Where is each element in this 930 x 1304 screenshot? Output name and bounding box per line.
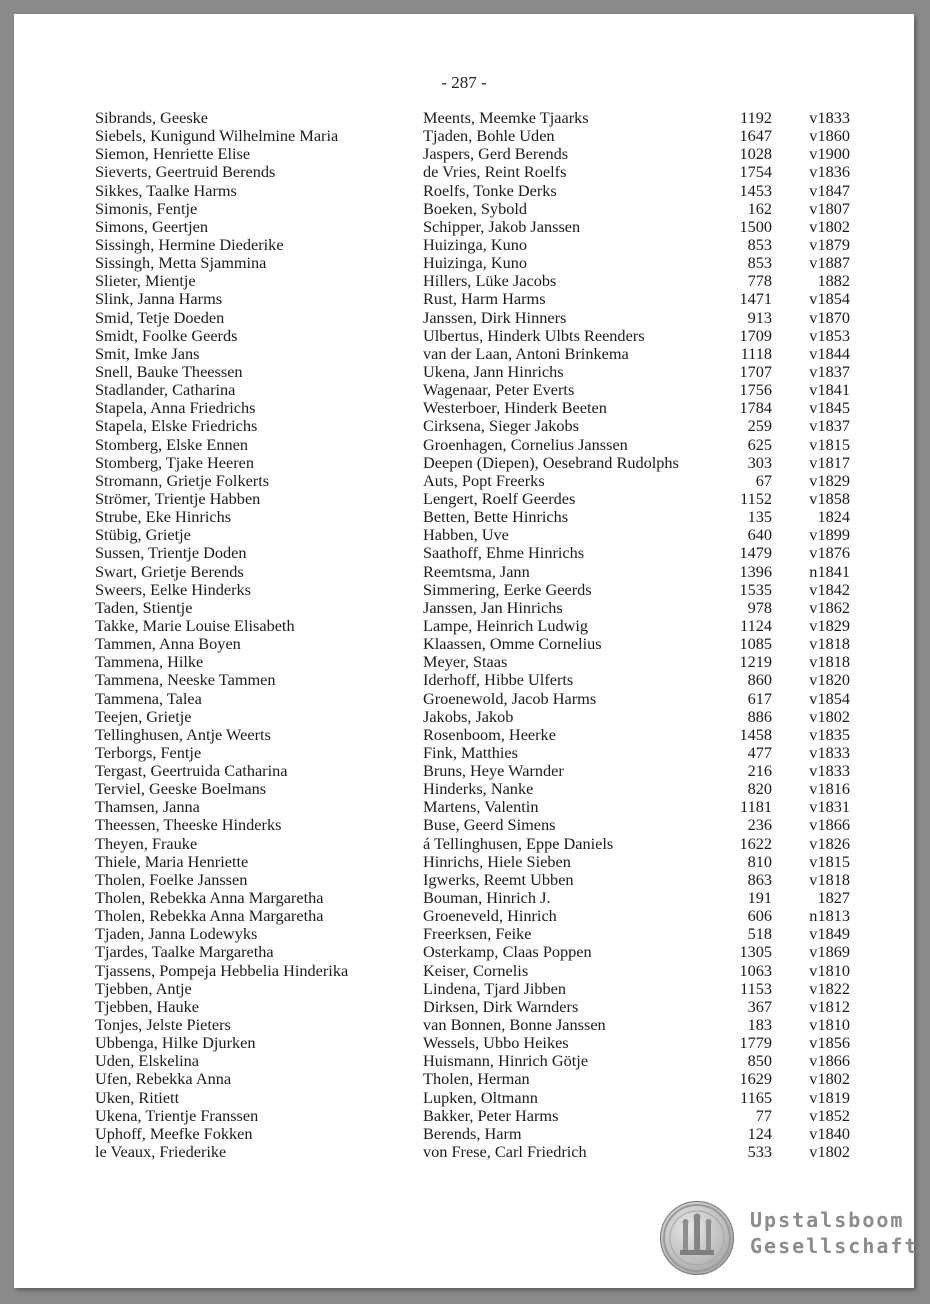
name-cell: Uphoff, Meefke Fokken — [95, 1123, 253, 1143]
spouse-cell: Tjaden, Bohle Uden — [423, 126, 555, 146]
table-row — [14, 163, 914, 181]
year-cell: v1812 — [809, 996, 850, 1016]
table-row — [14, 417, 914, 435]
spouse-cell: Lampe, Heinrich Ludwig — [423, 615, 589, 635]
spouse-cell: Simmering, Eerke Geerds — [423, 579, 592, 599]
year-cell: v1844 — [809, 343, 850, 363]
name-cell: Sissingh, Metta Sjammina — [95, 253, 267, 273]
spouse-cell: Jakobs, Jakob — [423, 706, 514, 726]
year-cell: v1833 — [809, 108, 850, 127]
year-cell: v1858 — [809, 488, 850, 508]
table-row — [14, 472, 914, 490]
table-row — [14, 436, 914, 454]
number-cell: 1152 — [740, 488, 772, 508]
year-cell: v1829 — [809, 615, 850, 635]
table-row — [14, 363, 914, 381]
year-cell: v1836 — [809, 162, 850, 182]
year-cell: v1802 — [809, 1069, 850, 1089]
name-cell: Tammena, Talea — [95, 688, 202, 708]
spouse-cell: Fink, Matthies — [423, 742, 518, 762]
number-cell: 367 — [747, 996, 772, 1016]
number-cell: 191 — [747, 888, 772, 908]
year-cell: v1853 — [809, 325, 850, 345]
table-row — [14, 200, 914, 218]
name-cell: Tergast, Geertruida Catharina — [95, 761, 288, 781]
number-cell: 810 — [747, 851, 772, 871]
number-cell: 183 — [747, 1015, 772, 1035]
table-row — [14, 635, 914, 653]
name-cell: Sweers, Eelke Hinderks — [95, 579, 251, 599]
table-row — [14, 726, 914, 744]
year-cell: v1866 — [809, 815, 850, 835]
table-row — [14, 925, 914, 943]
table-row — [14, 345, 914, 363]
spouse-cell: Groenewold, Jacob Harms — [423, 688, 597, 708]
year-cell: v1815 — [809, 851, 850, 871]
table-row — [14, 309, 914, 327]
name-cell: Takke, Marie Louise Elisabeth — [95, 615, 295, 635]
number-cell: 1219 — [739, 652, 772, 672]
table-row — [14, 744, 914, 762]
name-cell: Strömer, Trientje Habben — [95, 488, 261, 508]
year-cell: v1870 — [809, 307, 850, 327]
name-cell: Simons, Geertjen — [95, 216, 209, 236]
entry-list — [14, 109, 914, 1161]
spouse-cell: Janssen, Jan Hinrichs — [423, 597, 563, 617]
name-cell: Thamsen, Janna — [95, 797, 200, 817]
table-row — [14, 254, 914, 272]
spouse-cell: Lengert, Roelf Geerdes — [423, 488, 576, 508]
spouse-cell: Bruns, Heye Warnder — [423, 761, 564, 781]
table-row — [14, 526, 914, 544]
name-cell: Sissingh, Hermine Diederike — [95, 234, 284, 254]
year-cell: v1818 — [809, 652, 850, 672]
name-cell: Tholen, Foelke Janssen — [95, 869, 248, 889]
table-row — [14, 236, 914, 254]
table-row — [14, 1016, 914, 1034]
spouse-cell: Bakker, Peter Harms — [423, 1105, 559, 1125]
number-cell: 1124 — [740, 615, 772, 635]
spouse-cell: van der Laan, Antoni Brinkema — [423, 343, 629, 363]
name-cell: Stadlander, Catharina — [95, 380, 236, 400]
year-cell: v1831 — [809, 797, 850, 817]
number-cell: 1305 — [739, 942, 772, 962]
year-cell: v1833 — [809, 742, 850, 762]
year-cell: v1879 — [809, 234, 850, 254]
number-cell: 1629 — [739, 1069, 772, 1089]
spouse-cell: Berends, Harm — [423, 1123, 522, 1143]
table-row — [14, 671, 914, 689]
number-cell: 1063 — [739, 960, 772, 980]
name-cell: Tholen, Rebekka Anna Margaretha — [95, 888, 324, 908]
name-cell: Stübig, Grietje — [95, 525, 191, 545]
name-cell: Tjardes, Taalke Margaretha — [95, 942, 274, 962]
number-cell: 303 — [747, 452, 772, 472]
number-cell: 1754 — [739, 162, 772, 182]
year-cell: v1818 — [809, 634, 850, 654]
year-cell: v1842 — [809, 579, 850, 599]
number-cell: 1085 — [739, 634, 772, 654]
spouse-cell: Igwerks, Reemt Ubben — [423, 869, 574, 889]
name-cell: Tammen, Anna Boyen — [95, 634, 241, 654]
table-row — [14, 980, 914, 998]
number-cell: 640 — [747, 525, 772, 545]
table-row — [14, 1107, 914, 1125]
table-row — [14, 835, 914, 853]
year-cell: v1847 — [809, 180, 850, 200]
name-cell: Ufen, Rebekka Anna — [95, 1069, 232, 1089]
year-cell: v1876 — [809, 543, 850, 563]
table-row — [14, 1052, 914, 1070]
table-row — [14, 127, 914, 145]
name-cell: Uken, Ritiett — [95, 1087, 180, 1107]
table-row — [14, 109, 914, 127]
year-cell: v1810 — [809, 1015, 850, 1035]
name-cell: Theyen, Frauke — [95, 833, 198, 853]
spouse-cell: Huizinga, Kuno — [423, 253, 527, 273]
spouse-cell: Buse, Geerd Simens — [423, 815, 556, 835]
year-cell: v1810 — [809, 960, 850, 980]
number-cell: 853 — [747, 234, 772, 254]
name-cell: Thiele, Maria Henriette — [95, 851, 249, 871]
year-cell: v1887 — [809, 253, 850, 273]
number-cell: 853 — [747, 253, 772, 273]
number-cell: 863 — [747, 869, 772, 889]
number-cell: 820 — [747, 779, 772, 799]
spouse-cell: Meyer, Staas — [423, 652, 508, 672]
name-cell: Taden, Stientje — [95, 597, 193, 617]
year-cell: v1852 — [809, 1105, 850, 1125]
logo-line-1: Upstalsboom — [750, 1208, 905, 1232]
spouse-cell: Auts, Popt Freerks — [423, 470, 545, 490]
spouse-cell: Wagenaar, Peter Everts — [423, 380, 575, 400]
spouse-cell: Ukena, Jann Hinrichs — [423, 361, 564, 381]
number-cell: 1192 — [740, 108, 772, 127]
table-row — [14, 1034, 914, 1052]
year-cell: v1818 — [809, 869, 850, 889]
spouse-cell: Cirksena, Sieger Jakobs — [423, 416, 579, 436]
name-cell: Stapela, Elske Friedrichs — [95, 416, 258, 436]
table-row — [14, 490, 914, 508]
table-row — [14, 889, 914, 907]
spouse-cell: Hinrichs, Hiele Sieben — [423, 851, 571, 871]
number-cell: 860 — [747, 670, 772, 690]
year-cell: v1869 — [809, 942, 850, 962]
spouse-cell: Boeken, Sybold — [423, 198, 528, 218]
name-cell: Snell, Bauke Theessen — [95, 361, 243, 381]
spouse-cell: Tholen, Herman — [423, 1069, 530, 1089]
number-cell: 850 — [747, 1051, 772, 1071]
year-cell: v1837 — [809, 416, 850, 436]
number-cell: 1453 — [739, 180, 772, 200]
name-cell: Stomberg, Tjake Heeren — [95, 452, 254, 472]
name-cell: le Veaux, Friederike — [95, 1142, 227, 1162]
number-cell: 1707 — [739, 361, 772, 381]
number-cell: 162 — [747, 198, 772, 218]
name-cell: Tjebben, Antje — [95, 978, 192, 998]
spouse-cell: Klaassen, Omme Cornelius — [423, 634, 602, 654]
year-cell: v1854 — [809, 289, 850, 309]
name-cell: Siemon, Henriette Elise — [95, 144, 251, 164]
spouse-cell: Lupken, Oltmann — [423, 1087, 538, 1107]
spouse-cell: Huizinga, Kuno — [423, 234, 527, 254]
year-cell: v1845 — [809, 398, 850, 418]
number-cell: 124 — [747, 1123, 772, 1143]
number-cell: 978 — [747, 597, 772, 617]
name-cell: Stapela, Anna Friedrichs — [95, 398, 256, 418]
spouse-cell: Martens, Valentin — [423, 797, 539, 817]
number-cell: 1479 — [739, 543, 772, 563]
name-cell: Smid, Tetje Doeden — [95, 307, 225, 327]
page-number: - 287 - — [441, 73, 487, 92]
name-cell: Smidt, Foolke Geerds — [95, 325, 238, 345]
table-row — [14, 780, 914, 798]
table-row — [14, 1070, 914, 1088]
name-cell: Simonis, Fentje — [95, 198, 198, 218]
name-cell: Stomberg, Elske Ennen — [95, 434, 248, 454]
number-cell: 1535 — [739, 579, 772, 599]
number-cell: 259 — [747, 416, 772, 436]
name-cell: Terviel, Geeske Boelmans — [95, 779, 267, 799]
number-cell: 1118 — [740, 343, 772, 363]
society-logo — [658, 1199, 919, 1275]
year-cell: 1827 — [817, 888, 850, 908]
spouse-cell: Groenhagen, Cornelius Janssen — [423, 434, 628, 454]
spouse-cell: Wessels, Ubbo Heikes — [423, 1033, 569, 1053]
table-row — [14, 182, 914, 200]
year-cell: v1837 — [809, 361, 850, 381]
spouse-cell: Ulbertus, Hinderk Ulbts Reenders — [423, 325, 645, 345]
spouse-cell: Janssen, Dirk Hinners — [423, 307, 567, 327]
table-row — [14, 762, 914, 780]
year-cell: v1900 — [809, 144, 850, 164]
name-cell: Swart, Grietje Berends — [95, 561, 244, 581]
spouse-cell: Dirksen, Dirk Warnders — [423, 996, 579, 1016]
table-row — [14, 708, 914, 726]
year-cell: v1822 — [809, 978, 850, 998]
year-cell: v1833 — [809, 761, 850, 781]
table-row — [14, 798, 914, 816]
number-cell: 1756 — [739, 380, 772, 400]
year-cell: v1815 — [809, 434, 850, 454]
year-cell: n1841 — [809, 561, 850, 581]
number-cell: 886 — [747, 706, 772, 726]
year-cell: v1807 — [809, 198, 850, 218]
table-row — [14, 853, 914, 871]
year-cell: v1802 — [809, 706, 850, 726]
year-cell: 1882 — [817, 271, 850, 291]
table-row — [14, 290, 914, 308]
table-row — [14, 816, 914, 834]
spouse-cell: Deepen (Diepen), Oesebrand Rudolphs — [423, 452, 679, 472]
spouse-cell: Osterkamp, Claas Poppen — [423, 942, 592, 962]
spouse-cell: Betten, Bette Hinrichs — [423, 507, 569, 527]
number-cell: 1779 — [739, 1033, 772, 1053]
table-row — [14, 998, 914, 1016]
number-cell: 135 — [747, 507, 772, 527]
number-cell: 1153 — [740, 978, 772, 998]
table-row — [14, 907, 914, 925]
table-row — [14, 327, 914, 345]
number-cell: 1471 — [739, 289, 772, 309]
number-cell: 1709 — [739, 325, 772, 345]
name-cell: Sikkes, Taalke Harms — [95, 180, 237, 200]
number-cell: 617 — [747, 688, 772, 708]
number-cell: 778 — [747, 271, 772, 291]
name-cell: Tonjes, Jelste Pieters — [95, 1015, 231, 1035]
table-row — [14, 653, 914, 671]
year-cell: v1854 — [809, 688, 850, 708]
table-row — [14, 690, 914, 708]
name-cell: Stromann, Grietje Folkerts — [95, 470, 270, 490]
name-cell: Strube, Eke Hinrichs — [95, 507, 232, 527]
name-cell: Tholen, Rebekka Anna Margaretha — [95, 906, 324, 926]
spouse-cell: Iderhoff, Hibbe Ulferts — [423, 670, 574, 690]
table-row — [14, 399, 914, 417]
spouse-cell: von Frese, Carl Friedrich — [423, 1142, 587, 1162]
year-cell: v1826 — [809, 833, 850, 853]
spouse-cell: Huismann, Hinrich Götje — [423, 1051, 589, 1071]
name-cell: Tellinghusen, Antje Weerts — [95, 724, 271, 744]
number-cell: 606 — [747, 906, 772, 926]
spouse-cell: Saathoff, Ehme Hinrichs — [423, 543, 585, 563]
spouse-cell: Lindena, Tjard Jibben — [423, 978, 567, 998]
spouse-cell: van Bonnen, Bonne Janssen — [423, 1015, 606, 1035]
name-cell: Theessen, Theeske Hinderks — [95, 815, 282, 835]
number-cell: 1458 — [739, 724, 772, 744]
year-cell: v1841 — [809, 380, 850, 400]
number-cell: 1647 — [739, 126, 772, 146]
spouse-cell: Meents, Meemke Tjaarks — [423, 108, 589, 127]
name-cell: Slieter, Mientje — [95, 271, 196, 291]
name-cell: Uden, Elskelina — [95, 1051, 199, 1071]
name-cell: Terborgs, Fentje — [95, 742, 202, 762]
table-row — [14, 599, 914, 617]
seal-icon — [660, 1201, 734, 1275]
name-cell: Sieverts, Geertruid Berends — [95, 162, 276, 182]
number-cell: 1500 — [739, 216, 772, 236]
table-row — [14, 563, 914, 581]
table-row — [14, 581, 914, 599]
year-cell: v1802 — [809, 216, 850, 236]
year-cell: v1856 — [809, 1033, 850, 1053]
year-cell: v1829 — [809, 470, 850, 490]
number-cell: 1165 — [740, 1087, 772, 1107]
table-row — [14, 381, 914, 399]
name-cell: Sibrands, Geeske — [95, 108, 209, 127]
table-row — [14, 617, 914, 635]
number-cell: 67 — [755, 470, 772, 490]
year-cell: v1819 — [809, 1087, 850, 1107]
logo-text — [750, 1207, 919, 1259]
name-cell: Slink, Janna Harms — [95, 289, 223, 309]
table-row — [14, 1125, 914, 1143]
spouse-cell: Roelfs, Tonke Derks — [423, 180, 557, 200]
table-row — [14, 962, 914, 980]
spouse-cell: Habben, Uve — [423, 525, 509, 545]
name-cell: Tjebben, Hauke — [95, 996, 199, 1016]
year-cell: v1816 — [809, 779, 850, 799]
document-page — [14, 14, 919, 1288]
number-cell: 913 — [747, 307, 772, 327]
number-cell: 236 — [747, 815, 772, 835]
number-cell: 1622 — [739, 833, 772, 853]
year-cell: n1813 — [809, 906, 850, 926]
name-cell: Smit, Imke Jans — [95, 343, 200, 363]
spouse-cell: Freerksen, Feike — [423, 924, 532, 944]
logo-line-2: Gesellschaft — [750, 1234, 919, 1258]
year-cell: v1835 — [809, 724, 850, 744]
spouse-cell: Rosenboom, Heerke — [423, 724, 556, 744]
name-cell: Teejen, Grietje — [95, 706, 192, 726]
name-cell: Tammena, Hilke — [95, 652, 204, 672]
spouse-cell: Westerboer, Hinderk Beeten — [423, 398, 607, 418]
table-row — [14, 218, 914, 236]
year-cell: v1899 — [809, 525, 850, 545]
name-cell: Tammena, Neeske Tammen — [95, 670, 276, 690]
table-row — [14, 1089, 914, 1107]
number-cell: 1784 — [739, 398, 772, 418]
year-cell: v1866 — [809, 1051, 850, 1071]
spouse-cell: Rust, Harm Harms — [423, 289, 546, 309]
name-cell: Tjassens, Pompeja Hebbelia Hinderika — [95, 960, 349, 980]
name-cell: Siebels, Kunigund Wilhelmine Maria — [95, 126, 339, 146]
table-row — [14, 508, 914, 526]
table-row — [14, 943, 914, 961]
name-cell: Ubbenga, Hilke Djurken — [95, 1033, 256, 1053]
spouse-cell: á Tellinghusen, Eppe Daniels — [423, 833, 614, 853]
year-cell: v1860 — [809, 126, 850, 146]
spouse-cell: Keiser, Cornelis — [423, 960, 529, 980]
number-cell: 1396 — [739, 561, 772, 581]
number-cell: 1028 — [739, 144, 772, 164]
number-cell: 477 — [747, 742, 772, 762]
spouse-cell: Hillers, Lüke Jacobs — [423, 271, 557, 291]
year-cell: v1802 — [809, 1142, 850, 1162]
spouse-cell: Hinderks, Nanke — [423, 779, 534, 799]
year-cell: 1824 — [817, 507, 850, 527]
number-cell: 625 — [747, 434, 772, 454]
year-cell: v1840 — [809, 1123, 850, 1143]
number-cell: 533 — [747, 1142, 772, 1162]
number-cell: 77 — [755, 1105, 772, 1125]
spouse-cell: Jaspers, Gerd Berends — [423, 144, 569, 164]
number-cell: 1181 — [740, 797, 772, 817]
spouse-cell: Reemtsma, Jann — [423, 561, 530, 581]
name-cell: Sussen, Trientje Doden — [95, 543, 247, 563]
table-row — [14, 272, 914, 290]
table-row — [14, 145, 914, 163]
table-row — [14, 1143, 914, 1161]
spouse-cell: Bouman, Hinrich J. — [423, 888, 551, 908]
year-cell: v1862 — [809, 597, 850, 617]
year-cell: v1820 — [809, 670, 850, 690]
table-row — [14, 454, 914, 472]
spouse-cell: Groeneveld, Hinrich — [423, 906, 557, 926]
spouse-cell: de Vries, Reint Roelfs — [423, 162, 567, 182]
name-cell: Ukena, Trientje Franssen — [95, 1105, 259, 1125]
table-row — [14, 871, 914, 889]
year-cell: v1849 — [809, 924, 850, 944]
name-cell: Tjaden, Janna Lodewyks — [95, 924, 258, 944]
number-cell: 518 — [747, 924, 772, 944]
table-row — [14, 544, 914, 562]
number-cell: 216 — [747, 761, 772, 781]
year-cell: v1817 — [809, 452, 850, 472]
spouse-cell: Schipper, Jakob Janssen — [423, 216, 581, 236]
